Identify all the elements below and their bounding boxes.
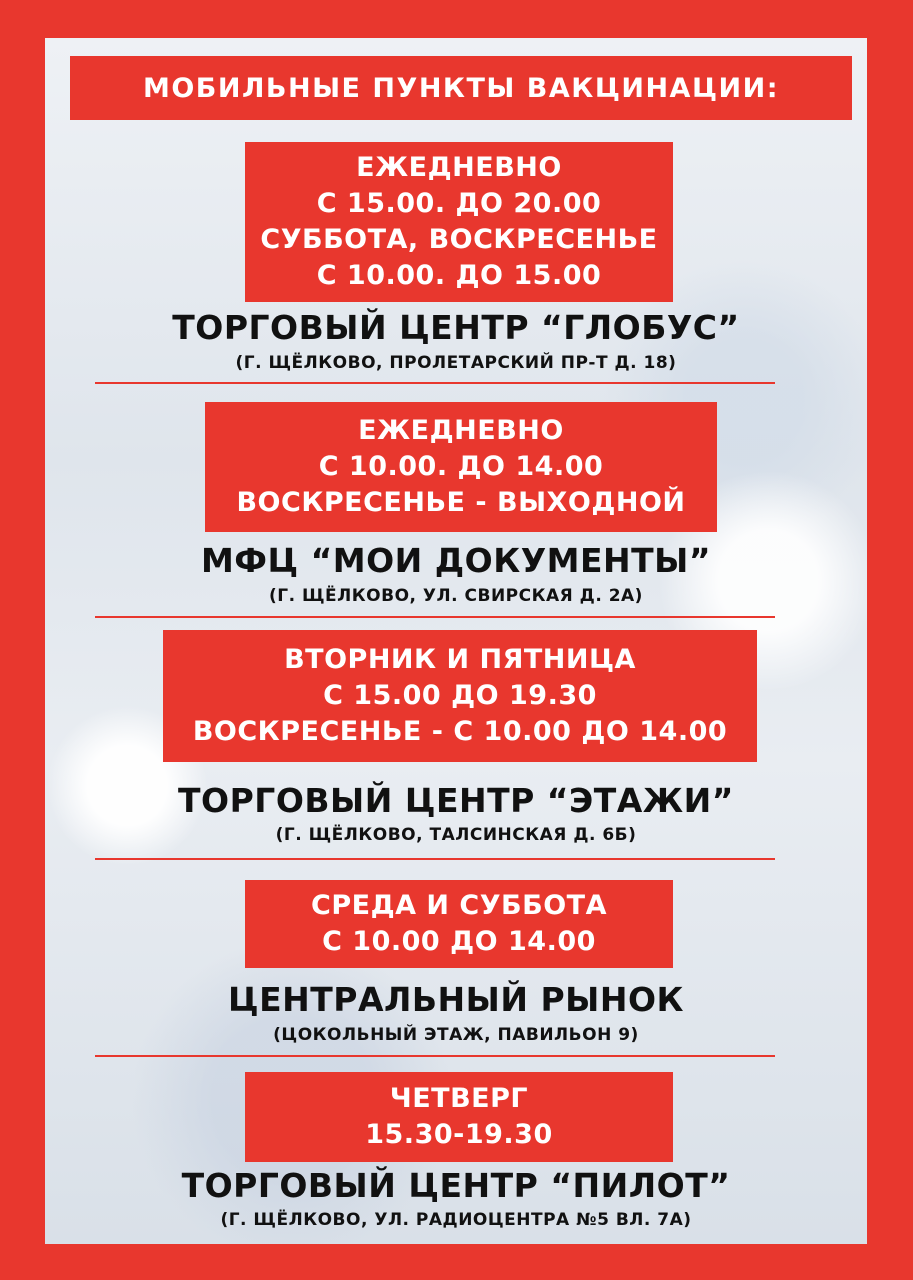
- schedule-line: ВОСКРЕСЕНЬЕ - С 10.00 ДО 14.00: [192, 716, 728, 747]
- location-address-globus: (Г. ЩЁЛКОВО, ПРОЛЕТАРСКИЙ ПР-Т Д. 18): [235, 353, 677, 373]
- schedule-line: 15.30-19.30: [365, 1119, 553, 1150]
- section-divider: [95, 1055, 775, 1057]
- schedule-line: С 10.00. ДО 15.00: [316, 260, 602, 291]
- schedule-line: ЕЖЕДНЕВНО: [358, 415, 564, 446]
- schedule-line: С 15.00. ДО 20.00: [316, 188, 602, 219]
- schedule-line: ВТОРНИК И ПЯТНИЦА: [284, 644, 636, 675]
- schedule-block-globus: [245, 142, 673, 302]
- location-address-pilot: (Г. ЩЁЛКОВО, УЛ. РАДИОЦЕНТРА №5 ВЛ. 7А): [220, 1210, 692, 1230]
- schedule-line: СУББОТА, ВОСКРЕСЕНЬЕ: [260, 224, 658, 255]
- schedule-line: С 15.00 ДО 19.30: [323, 680, 597, 711]
- schedule-line: ВОСКРЕСЕНЬЕ - ВЫХОДНОЙ: [236, 487, 686, 518]
- schedule-block-pilot: [245, 1072, 673, 1162]
- schedule-block-etazhi: [163, 630, 757, 762]
- section-divider: [95, 858, 775, 860]
- location-address-mfc: (Г. ЩЁЛКОВО, УЛ. СВИРСКАЯ Д. 2А): [269, 586, 643, 606]
- schedule-line: ЧЕТВЕРГ: [389, 1083, 529, 1114]
- section-divider: [95, 382, 775, 384]
- schedule-block-market: [245, 880, 673, 968]
- schedule-line: С 10.00. ДО 14.00: [318, 451, 604, 482]
- location-name-etazhi: ТОРГОВЫЙ ЦЕНТР “ЭТАЖИ”: [178, 781, 734, 820]
- location-name-mfc: МФЦ “МОИ ДОКУМЕНТЫ”: [200, 541, 712, 580]
- schedule-line: С 10.00 ДО 14.00: [322, 926, 596, 957]
- location-name-market: ЦЕНТРАЛЬНЫЙ РЫНОК: [227, 980, 684, 1019]
- location-name-globus: ТОРГОВЫЙ ЦЕНТР “ГЛОБУС”: [172, 308, 740, 347]
- schedule-line: СРЕДА И СУББОТА: [311, 890, 607, 921]
- schedule-line: ЕЖЕДНЕВНО: [356, 152, 562, 183]
- location-address-etazhi: (Г. ЩЁЛКОВО, ТАЛСИНСКАЯ Д. 6Б): [275, 825, 637, 845]
- vaccination-poster: [45, 38, 867, 1244]
- location-name-pilot: ТОРГОВЫЙ ЦЕНТР “ПИЛОТ”: [181, 1166, 731, 1205]
- schedule-block-mfc: [205, 402, 717, 532]
- section-divider: [95, 616, 775, 618]
- location-address-market: (ЦОКОЛЬНЫЙ ЭТАЖ, ПАВИЛЬОН 9): [273, 1025, 639, 1045]
- poster-title: МОБИЛЬНЫЕ ПУНКТЫ ВАКЦИНАЦИИ:: [70, 56, 852, 120]
